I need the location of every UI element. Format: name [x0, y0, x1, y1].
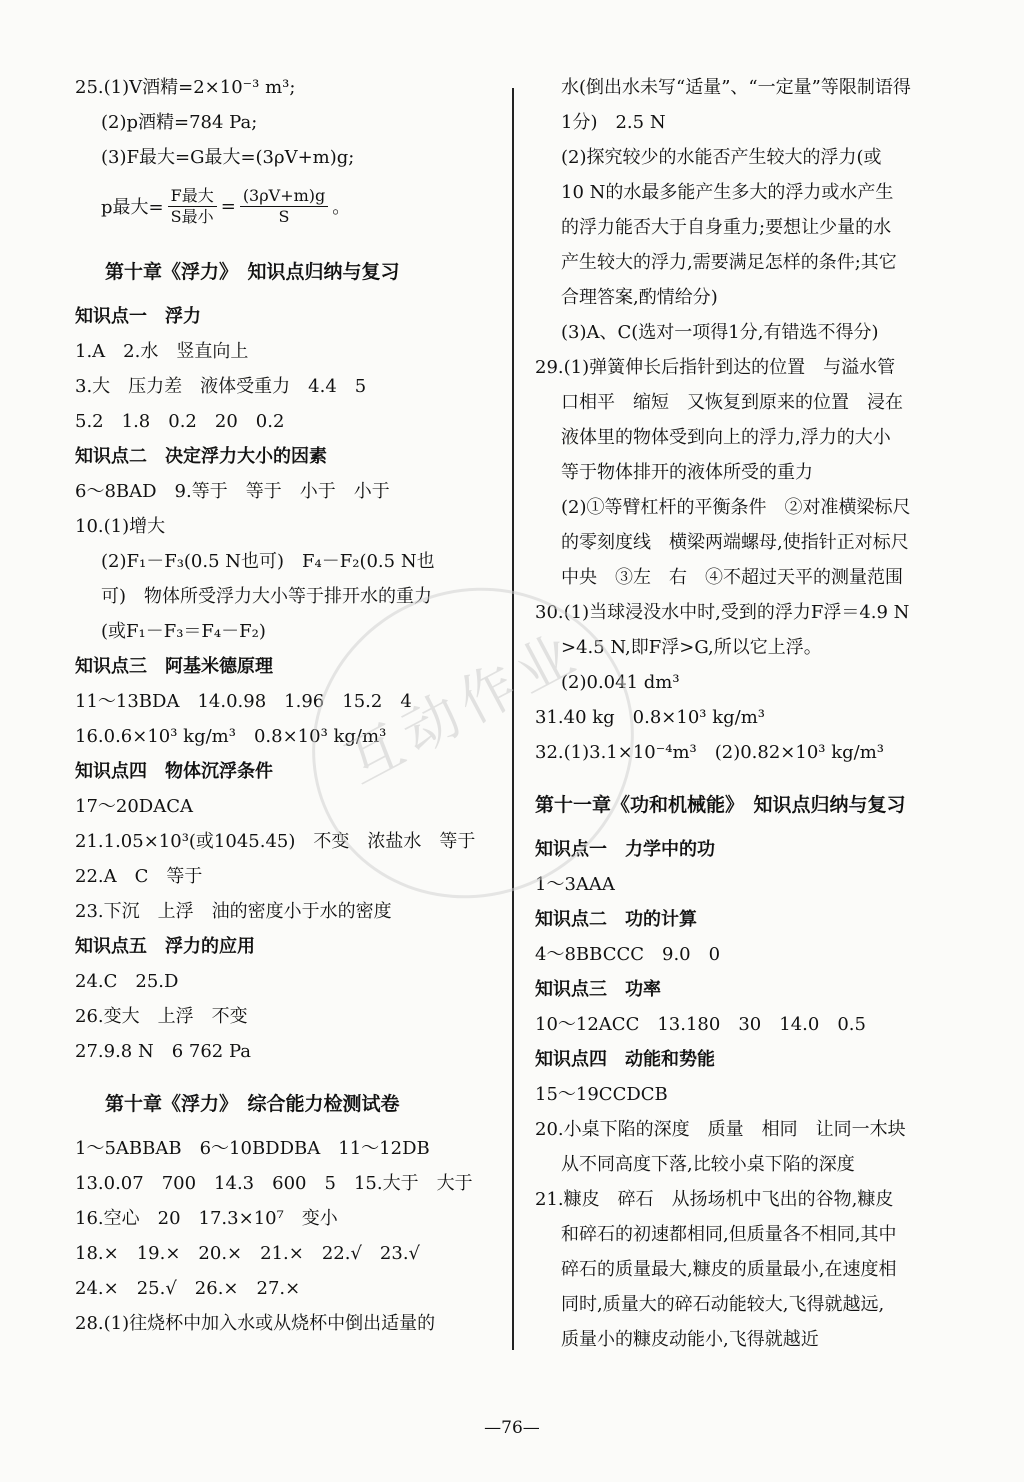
answer-line: 30.(1)当球浸没水中时,受到的浮力F浮＝4.9 N: [535, 602, 910, 623]
formula-num1: F最大: [168, 186, 217, 207]
answer-line: 22.A C 等于: [75, 866, 203, 887]
answer-continuation: 产生较大的浮力,需要满足怎样的条件;其它: [561, 252, 897, 273]
answer-line: 1.A 2.水 竖直向上: [75, 341, 249, 362]
answer-line: 10～12ACC 13.180 30 14.0 0.5: [535, 1014, 866, 1035]
answer-continuation: 和碎石的初速都相同,但质量各不相同,其中: [561, 1224, 897, 1245]
answer-line: 6～8BAD 9.等于 等于 小于 小于: [75, 481, 390, 502]
chapter-title: 第十一章《功和机械能》 知识点归纳与复习: [535, 794, 906, 816]
answer-line: 1～3AAA: [535, 874, 615, 895]
answer-continuation: (2)探究较少的水能否产生较大的浮力(或: [561, 147, 882, 168]
answer-continuation: 质量小的糠皮动能小,飞得就越近: [561, 1329, 819, 1350]
answer-line: 5.2 1.8 0.2 20 0.2: [75, 411, 285, 432]
answer-line: 28.(1)往烧杯中加入水或从烧杯中倒出适量的: [75, 1313, 436, 1334]
answer-continuation: 等于物体排开的液体所受的重力: [561, 462, 813, 483]
section-heading: 知识点二 功的计算: [535, 909, 697, 930]
answer-continuation: (2)0.041 dm³: [561, 672, 680, 693]
answer-line: 21.糠皮 碎石 从扬场机中飞出的谷物,糠皮: [535, 1189, 894, 1210]
answer-continuation: >4.5 N,即F浮>G,所以它上浮。: [561, 637, 822, 658]
answer-line: 10.(1)增大: [75, 516, 166, 537]
answer-line: 31.40 kg 0.8×10³ kg/m³: [535, 707, 766, 728]
section-heading: 知识点三 阿基米德原理: [75, 656, 273, 677]
answer-continuation: 从不同高度下落,比较小桌下陷的深度: [561, 1154, 855, 1175]
answer-continuation: 液体里的物体受到向上的浮力,浮力的大小: [561, 427, 891, 448]
answer-line: 26.变大 上浮 不变: [75, 1006, 248, 1027]
answer-line: 17～20DACA: [75, 796, 194, 817]
answer-line: 4～8BBCCC 9.0 0: [535, 944, 721, 965]
formula-num2: (3ρV+m)g: [240, 186, 328, 207]
page-number: —76—: [484, 1418, 540, 1438]
answer-line: 3.大 压力差 液体受重力 4.4 5: [75, 376, 367, 397]
answer-line: 24.× 25.√ 26.× 27.×: [75, 1278, 301, 1299]
answer-line: 29.(1)弹簧伸长后指针到达的位置 与溢水管: [535, 357, 896, 378]
answer-line: 16.0.6×10³ kg/m³ 0.8×10³ kg/m³: [75, 726, 387, 747]
chapter-title: 第十章《浮力》 知识点归纳与复习: [105, 261, 400, 283]
answer-continuation: (2)p酒精=784 Pa;: [101, 112, 258, 133]
answer-continuation: (2)①等臂杠杆的平衡条件 ②对准横梁标尺: [561, 497, 911, 518]
answer-continuation: (3)A、C(选对一项得1分,有错选不得分): [561, 322, 879, 343]
section-heading: 知识点四 物体沉浮条件: [75, 761, 273, 782]
answer-continuation: 可) 物体所受浮力大小等于排开水的重力: [101, 586, 433, 607]
answer-line: 25.(1)V酒精=2×10⁻³ m³;: [75, 77, 296, 98]
answer-continuation: 口相平 缩短 又恢复到原来的位置 浸在: [561, 392, 903, 413]
answer-line: 27.9.8 N 6 762 Pa: [75, 1041, 252, 1062]
answer-continuation: 的浮力能否大于自身重力;要想让少量的水: [561, 217, 892, 238]
answer-line: 11～13BDA 14.0.98 1.96 15.2 4: [75, 691, 412, 712]
formula-eq: =: [220, 195, 236, 217]
answer-continuation: (3)F最大=G最大=(3ρV+m)g;: [101, 147, 355, 168]
section-heading: 知识点四 动能和势能: [535, 1049, 715, 1070]
watermark-text: 互动作业: [335, 619, 592, 797]
answer-continuation: 10 N的水最多能产生多大的浮力或水产生: [561, 182, 894, 203]
section-heading: 知识点二 决定浮力大小的因素: [75, 446, 327, 467]
answer-continuation: 1分) 2.5 N: [561, 112, 666, 133]
formula-lhs: p最大=: [101, 197, 164, 218]
answer-line: 21.1.05×10³(或1045.45) 不变 浓盐水 等于: [75, 831, 476, 852]
answer-continuation: 水(倒出水未写“适量”、“一定量”等限制语得: [561, 77, 911, 98]
answer-line: 23.下沉 上浮 油的密度小于水的密度: [75, 901, 392, 922]
answer-line: 15～19CCDCB: [535, 1084, 668, 1105]
answer-line: 18.× 19.× 20.× 21.× 22.√ 23.√: [75, 1243, 421, 1264]
section-heading: 知识点三 功率: [535, 979, 661, 1000]
fraction: [168, 186, 217, 227]
answer-continuation: (或F₁－F₃＝F₄－F₂): [101, 621, 266, 642]
answer-continuation: 中央 ③左 右 ④不超过天平的测量范围: [561, 567, 903, 588]
formula-end: 。: [332, 197, 351, 218]
answer-continuation: 的零刻度线 横梁两端螺母,使指针正对标尺: [561, 532, 909, 553]
fraction: [240, 186, 328, 227]
formula-line: [75, 175, 505, 237]
chapter-title: 第十章《浮力》 综合能力检测试卷: [105, 1093, 400, 1115]
answer-continuation: (2)F₁－F₃(0.5 N也可) F₄－F₂(0.5 N也: [101, 551, 435, 572]
section-heading: 知识点一 浮力: [75, 306, 201, 327]
answer-continuation: 碎石的质量最大,糠皮的质量最小,在速度相: [561, 1259, 897, 1280]
answer-line: 32.(1)3.1×10⁻⁴m³ (2)0.82×10³ kg/m³: [535, 742, 885, 763]
answer-line: 20.小桌下陷的深度 质量 相同 让同一木块: [535, 1119, 906, 1140]
answer-line: 24.C 25.D: [75, 971, 179, 992]
formula-den2: S: [278, 206, 290, 226]
answer-line: 1～5ABBAB 6～10BDDBA 11～12DB: [75, 1138, 430, 1159]
section-heading: 知识点五 浮力的应用: [75, 936, 255, 957]
answer-line: 13.0.07 700 14.3 600 5 15.大于 大于: [75, 1173, 473, 1194]
section-heading: 知识点一 力学中的功: [535, 839, 715, 860]
answer-continuation: 合理答案,酌情给分): [561, 287, 718, 308]
answer-continuation: 同时,质量大的碎石动能较大,飞得就越远,: [561, 1294, 885, 1315]
formula-den1: S最小: [170, 206, 214, 226]
answer-line: 16.空心 20 17.3×10⁷ 变小: [75, 1208, 338, 1229]
